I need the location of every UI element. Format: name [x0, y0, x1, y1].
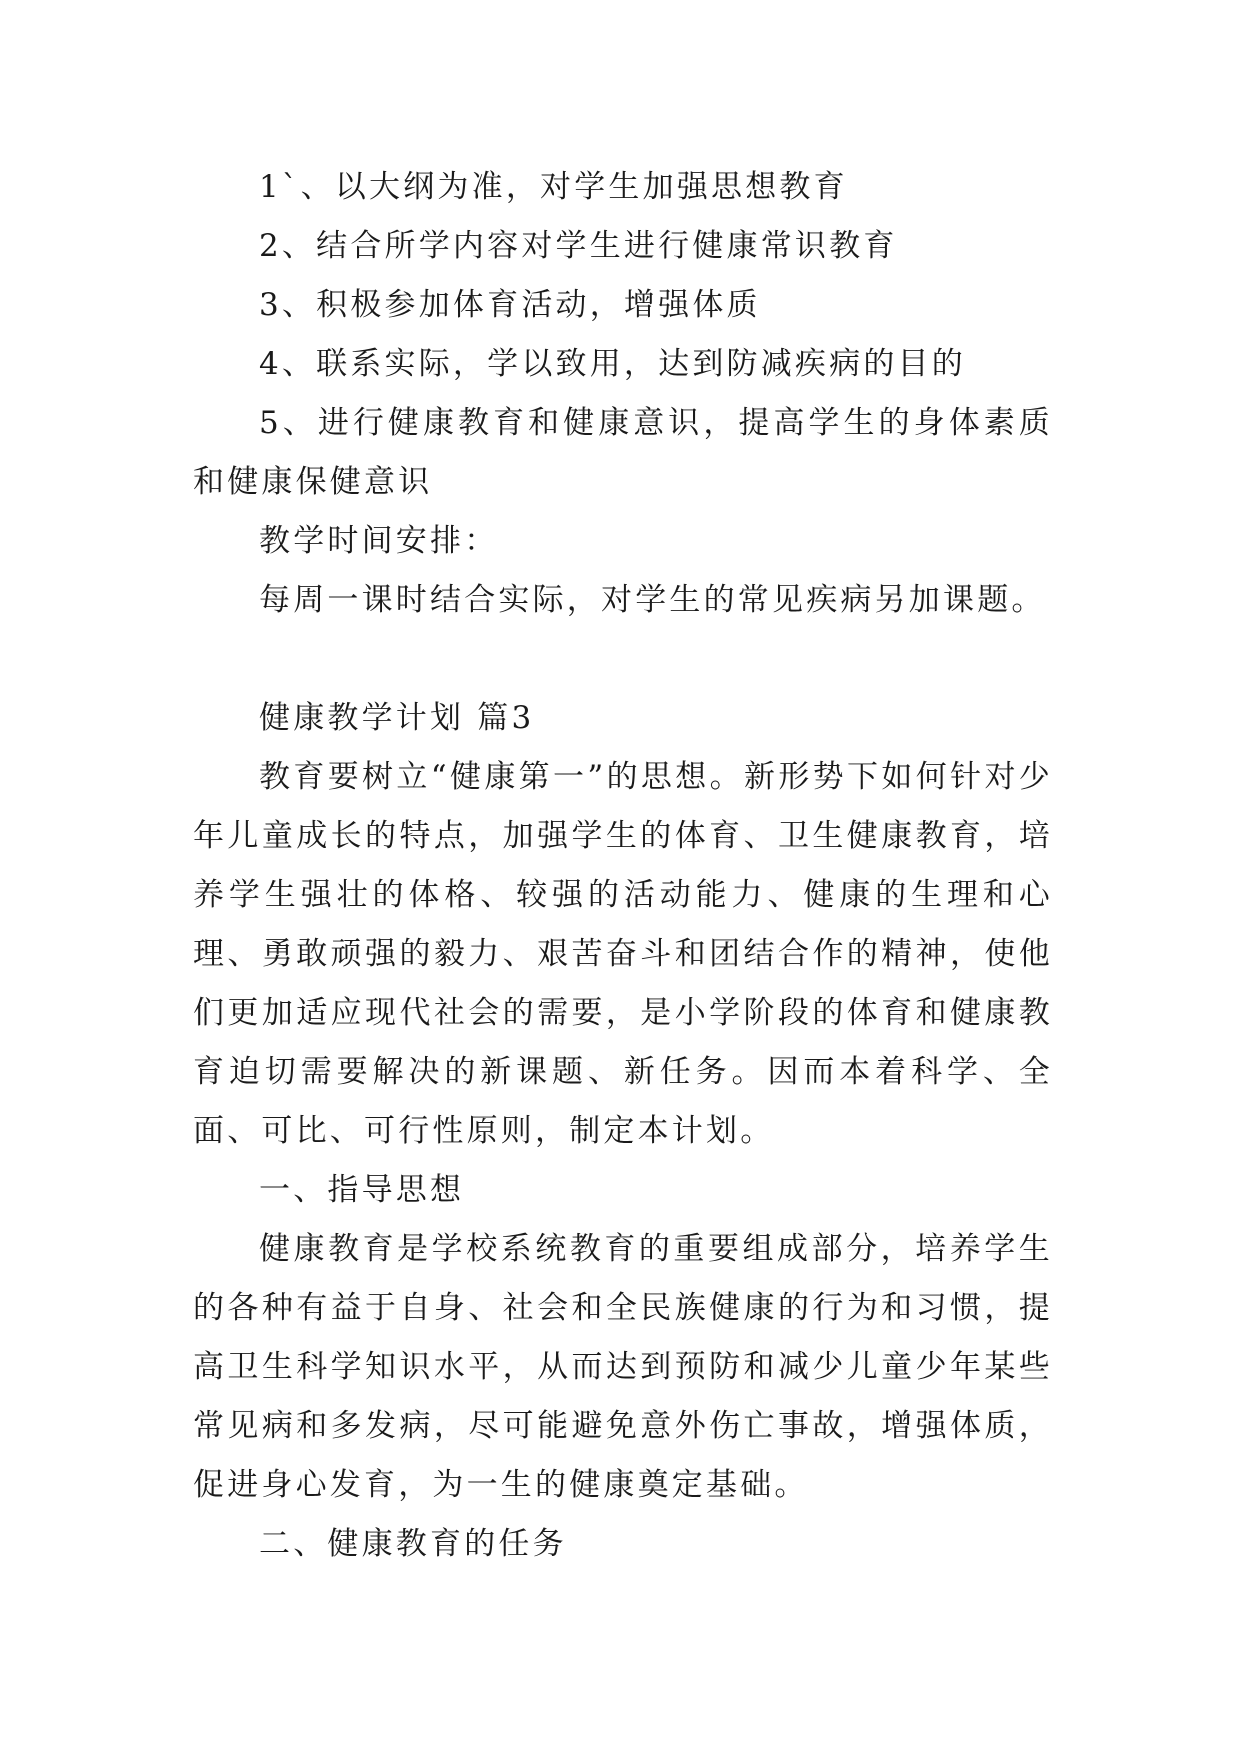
intro-paragraph: 教育要树立“健康第一”的思想。新形势下如何针对少年儿童成长的特点，加强学生的体育、卫生健康教育，培养学生强壮的体格、较强的活动能力、健康的生理和心理、勇敢顽强的毅力、艰苦奋斗和团结合作的精神，使他们更加适应现代社会的需要，是小学阶段的体育和健康教育迫切需要解决的新课题、新任务。因而本着科学、全面、可比、可行性原则，制定本计划。 [193, 759, 1053, 1149]
heading-tasks: 二、健康教育的任务 [259, 1526, 567, 1562]
heading-guiding-ideology: 一、指导思想 [259, 1172, 465, 1208]
list-item-4: 4、联系实际，学以致用，达到防减疾病的目的 [259, 346, 966, 382]
list-item-1: 1`、以大纲为准，对学生加强思想教育 [259, 169, 848, 205]
document-body [193, 158, 1053, 1574]
list-item-2: 2、结合所学内容对学生进行健康常识教育 [259, 228, 898, 264]
section-title: 健康教学计划 篇3 [259, 700, 535, 736]
blank-line [193, 630, 1053, 689]
schedule-heading: 教学时间安排： [259, 523, 499, 559]
list-item-5: 5、进行健康教育和健康意识，提高学生的身体素质和健康保健意识 [193, 405, 1053, 500]
schedule-text: 每周一课时结合实际，对学生的常见疾病另加课题。 [259, 582, 1046, 618]
guiding-ideology-paragraph: 健康教育是学校系统教育的重要组成部分，培养学生的各种有益于自身、社会和全民族健康的行为和习惯，提高卫生科学知识水平，从而达到预防和减少儿童少年某些常见病和多发病，尽可能避免意外伤亡事故，增强体质，促进身心发育，为一生的健康奠定基础。 [193, 1231, 1053, 1503]
list-item-3: 3、积极参加体育活动，增强体质 [259, 287, 761, 323]
